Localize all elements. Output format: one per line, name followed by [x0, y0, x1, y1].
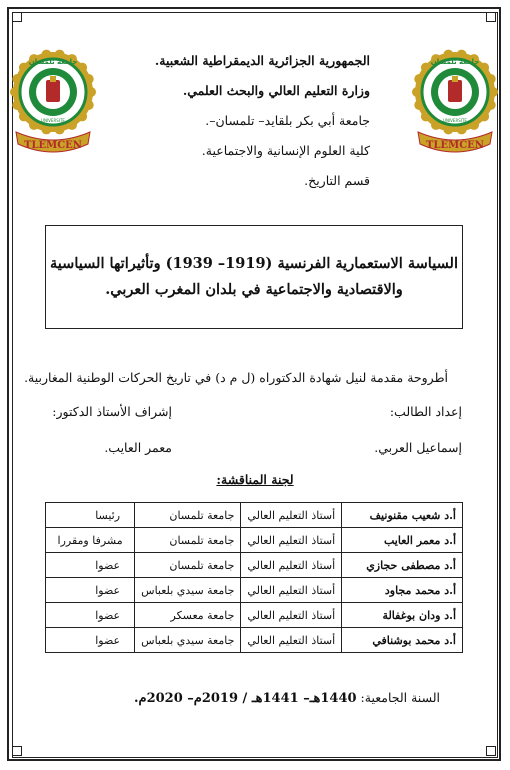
member-rank: أستاذ التعليم العالي — [241, 578, 342, 603]
faculty-name: كلية العلوم الإنسانية والاجتماعية. — [201, 143, 370, 158]
student-label: إعداد الطالب: — [389, 404, 462, 419]
member-rank: أستاذ التعليم العالي — [241, 503, 342, 528]
logo-latin-text: TLEMCEN — [426, 140, 484, 151]
university-logo-right — [410, 40, 500, 160]
member-rank: أستاذ التعليم العالي — [241, 528, 342, 553]
committee-table — [45, 502, 463, 653]
member-role: عضوا — [46, 603, 135, 628]
member-university: جامعة سيدي بلعباس — [135, 578, 241, 603]
committee-row — [46, 628, 463, 653]
member-role: عضوا — [46, 553, 135, 578]
committee-row — [46, 578, 463, 603]
student-name: إسماعيل العربي. — [374, 440, 462, 455]
thesis-title-line-1: السياسة الاستعمارية الفرنسية (1919– 1939) وتأثيراتها السياسية — [50, 255, 458, 272]
member-rank: أستاذ التعليم العالي — [241, 553, 342, 578]
university-name: جامعة أبي بكر بلقايد– تلمسان–. — [205, 113, 370, 128]
member-university: جامعة سيدي بلعباس — [135, 628, 241, 653]
committee-row — [46, 603, 463, 628]
department-name: قسم التاريخ. — [304, 173, 370, 188]
supervisor-name: معمر العايب. — [104, 440, 172, 455]
logo-small-text: UNIVERSITE — [443, 118, 467, 123]
member-university: جامعة تلمسان — [135, 503, 241, 528]
member-name: أ.د معمر العايب — [342, 528, 463, 553]
academic-year — [134, 690, 440, 706]
logo-emblem — [448, 80, 462, 102]
member-name: أ.د محمد مجاود — [342, 578, 463, 603]
thesis-title-line-2: والاقتصادية والاجتماعية في بلدان المغرب العربي. — [105, 281, 403, 298]
committee-row — [46, 553, 463, 578]
ministry-name: وزارة التعليم العالي والبحث العلمي. — [182, 83, 370, 98]
logo-arabic-text: جامعة تلمسان — [28, 58, 78, 66]
republic-name: الجمهورية الجزائرية الديمقراطية الشعبية. — [154, 53, 370, 68]
member-rank: أستاذ التعليم العالي — [241, 603, 342, 628]
committee-row — [46, 528, 463, 553]
academic-year-label: السنة الجامعية: — [360, 690, 440, 705]
committee-title: لجنة المناقشة: — [216, 472, 294, 487]
academic-year-value: 1440هـ– 1441هـ / 2019م– 2020م. — [133, 691, 357, 706]
logo-latin-text: TLEMCEN — [24, 140, 82, 151]
member-role: عضوا — [46, 628, 135, 653]
member-role: مشرفا ومقررا — [46, 528, 135, 553]
member-name: أ.د مصطفى حجازي — [342, 553, 463, 578]
logo-emblem — [46, 80, 60, 102]
member-role: عضوا — [46, 578, 135, 603]
university-logo-left — [8, 40, 98, 160]
supervisor-label: إشراف الأستاذ الدكتور: — [52, 404, 172, 419]
member-university: جامعة معسكر — [135, 603, 241, 628]
committee-row — [46, 503, 463, 528]
member-name: أ.د ودان بوغفالة — [342, 603, 463, 628]
member-name: أ.د محمد بوشنافي — [342, 628, 463, 653]
member-name: أ.د شعيب مقنونيف — [342, 503, 463, 528]
member-university: جامعة تلمسان — [135, 553, 241, 578]
logo-small-text: UNIVERSITE — [41, 118, 65, 123]
member-university: جامعة تلمسان — [135, 528, 241, 553]
member-role: رئيسا — [46, 503, 135, 528]
thesis-title-box — [45, 225, 463, 329]
degree-statement: أطروحة مقدمة لنيل شهادة الدكتوراه (ل م د) في تاريخ الحركات الوطنية المغاربية. — [24, 370, 448, 385]
logo-arabic-text: جامعة تلمسان — [430, 58, 480, 66]
institution-header — [155, 46, 370, 196]
member-rank: أستاذ التعليم العالي — [241, 628, 342, 653]
